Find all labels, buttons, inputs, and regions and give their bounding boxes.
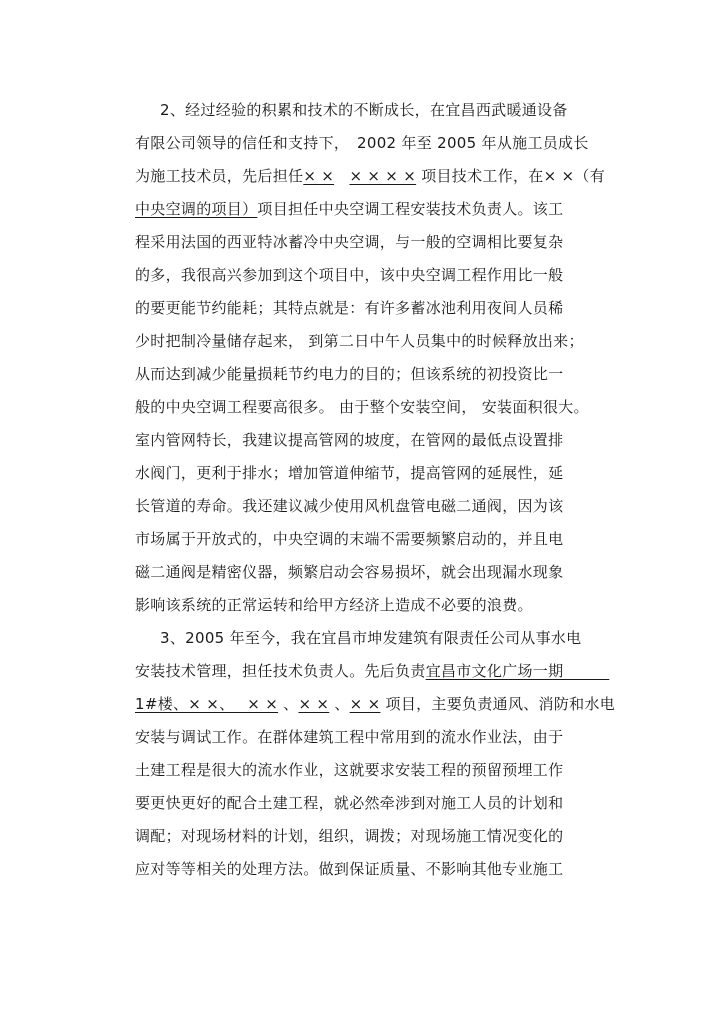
- text-line: 水阀门，更利于排水；增加管道伸缩节，提高管网的延展性，延: [135, 464, 564, 482]
- text-line: 安装与调试工作。在群体建筑工程中常用到的流水作业法，由于: [135, 728, 564, 746]
- text-line: [135, 162, 605, 190]
- text-segment: 、: [329, 695, 350, 713]
- text-segment: × ×: [303, 167, 335, 185]
- text-segment: [334, 167, 349, 185]
- text-segment: × × × ×: [349, 167, 417, 185]
- text-line: 要更快更好的配合土建工程，就必然牵涉到对施工人员的计划和: [135, 794, 564, 812]
- text-line: 般的中央空调工程要高很多。 由于整个安装空间， 安装面积很大。: [135, 398, 589, 416]
- text-line: 有限公司领导的信任和支持下， 2002 年至 2005 年从施工员成长: [135, 134, 589, 152]
- text-segment: 、: [278, 695, 299, 713]
- text-line: 2、经过经验的积累和技术的不断成长，在宜昌西武暖通设备: [160, 101, 568, 119]
- text-line: 长管道的寿命。我还建议减少使用风机盘管电磁二通阀，因为该: [135, 497, 564, 515]
- text-segment: 项目担任中央空调工程安装技术负责人。该工: [257, 200, 564, 218]
- text-segment: 项目，主要负责通风、消防和水电: [380, 695, 616, 713]
- text-line: [135, 690, 615, 718]
- text-line: 室内管网特长，我建议提高管网的坡度，在管网的最低点设置排: [135, 431, 564, 449]
- text-line: 影响该系统的正常运转和给甲方经济上造成不必要的浪费。: [135, 596, 533, 614]
- text-line: [135, 657, 609, 685]
- text-line: 应对等等相关的处理方法。做到保证质量、不影响其他专业施工: [135, 860, 564, 878]
- text-segment: 项目技术工作，在: [416, 167, 544, 185]
- text-segment: × ×: [349, 695, 381, 713]
- text-line: 调配；对现场材料的计划，组织，调拨；对现场施工情况变化的: [135, 827, 564, 845]
- text-segment: 中央空调的项目）: [135, 200, 258, 218]
- text-line: [135, 195, 563, 223]
- text-segment: 1#楼、× ×、 × ×: [135, 695, 279, 713]
- text-segment: 安装技术管理，担任技术负责人。先后负责: [135, 662, 426, 680]
- text-line: 的多，我很高兴参加到这个项目中，该中央空调工程作用比一般: [135, 266, 564, 284]
- text-line: 土建工程是很大的流水作业，这就要求安装工程的预留预埋工作: [135, 761, 564, 779]
- text-line: 的要更能节约能耗；其特点就是：有许多蓄冰池利用夜间人员稀: [135, 299, 564, 317]
- text-line: 少时把制冷量储存起来， 到第二日中午人员集中的时候释放出来；: [135, 332, 584, 350]
- text-segment: 为施工技术员，先后担任: [135, 167, 304, 185]
- text-line: 3、2005 年至今，我在宜昌市坤发建筑有限责任公司从事水电: [160, 629, 582, 647]
- text-line: 市场属于开放式的，中央空调的末端不需要频繁启动的，并且电: [135, 530, 564, 548]
- text-segment: × ×（有: [543, 167, 606, 185]
- text-line: 磁二通阀是精密仪器，频繁启动会容易损坏，就会出现漏水现象: [135, 563, 564, 581]
- text-segment: × ×: [298, 695, 330, 713]
- text-line: 程采用法国的西亚特冰蓄冷中央空调，与一般的空调相比要复杂: [135, 233, 564, 251]
- text-line: 从而达到减少能量损耗节约电力的目的；但该系统的初投资比一: [135, 365, 564, 383]
- text-segment: 宜昌市文化广场一期: [425, 662, 610, 680]
